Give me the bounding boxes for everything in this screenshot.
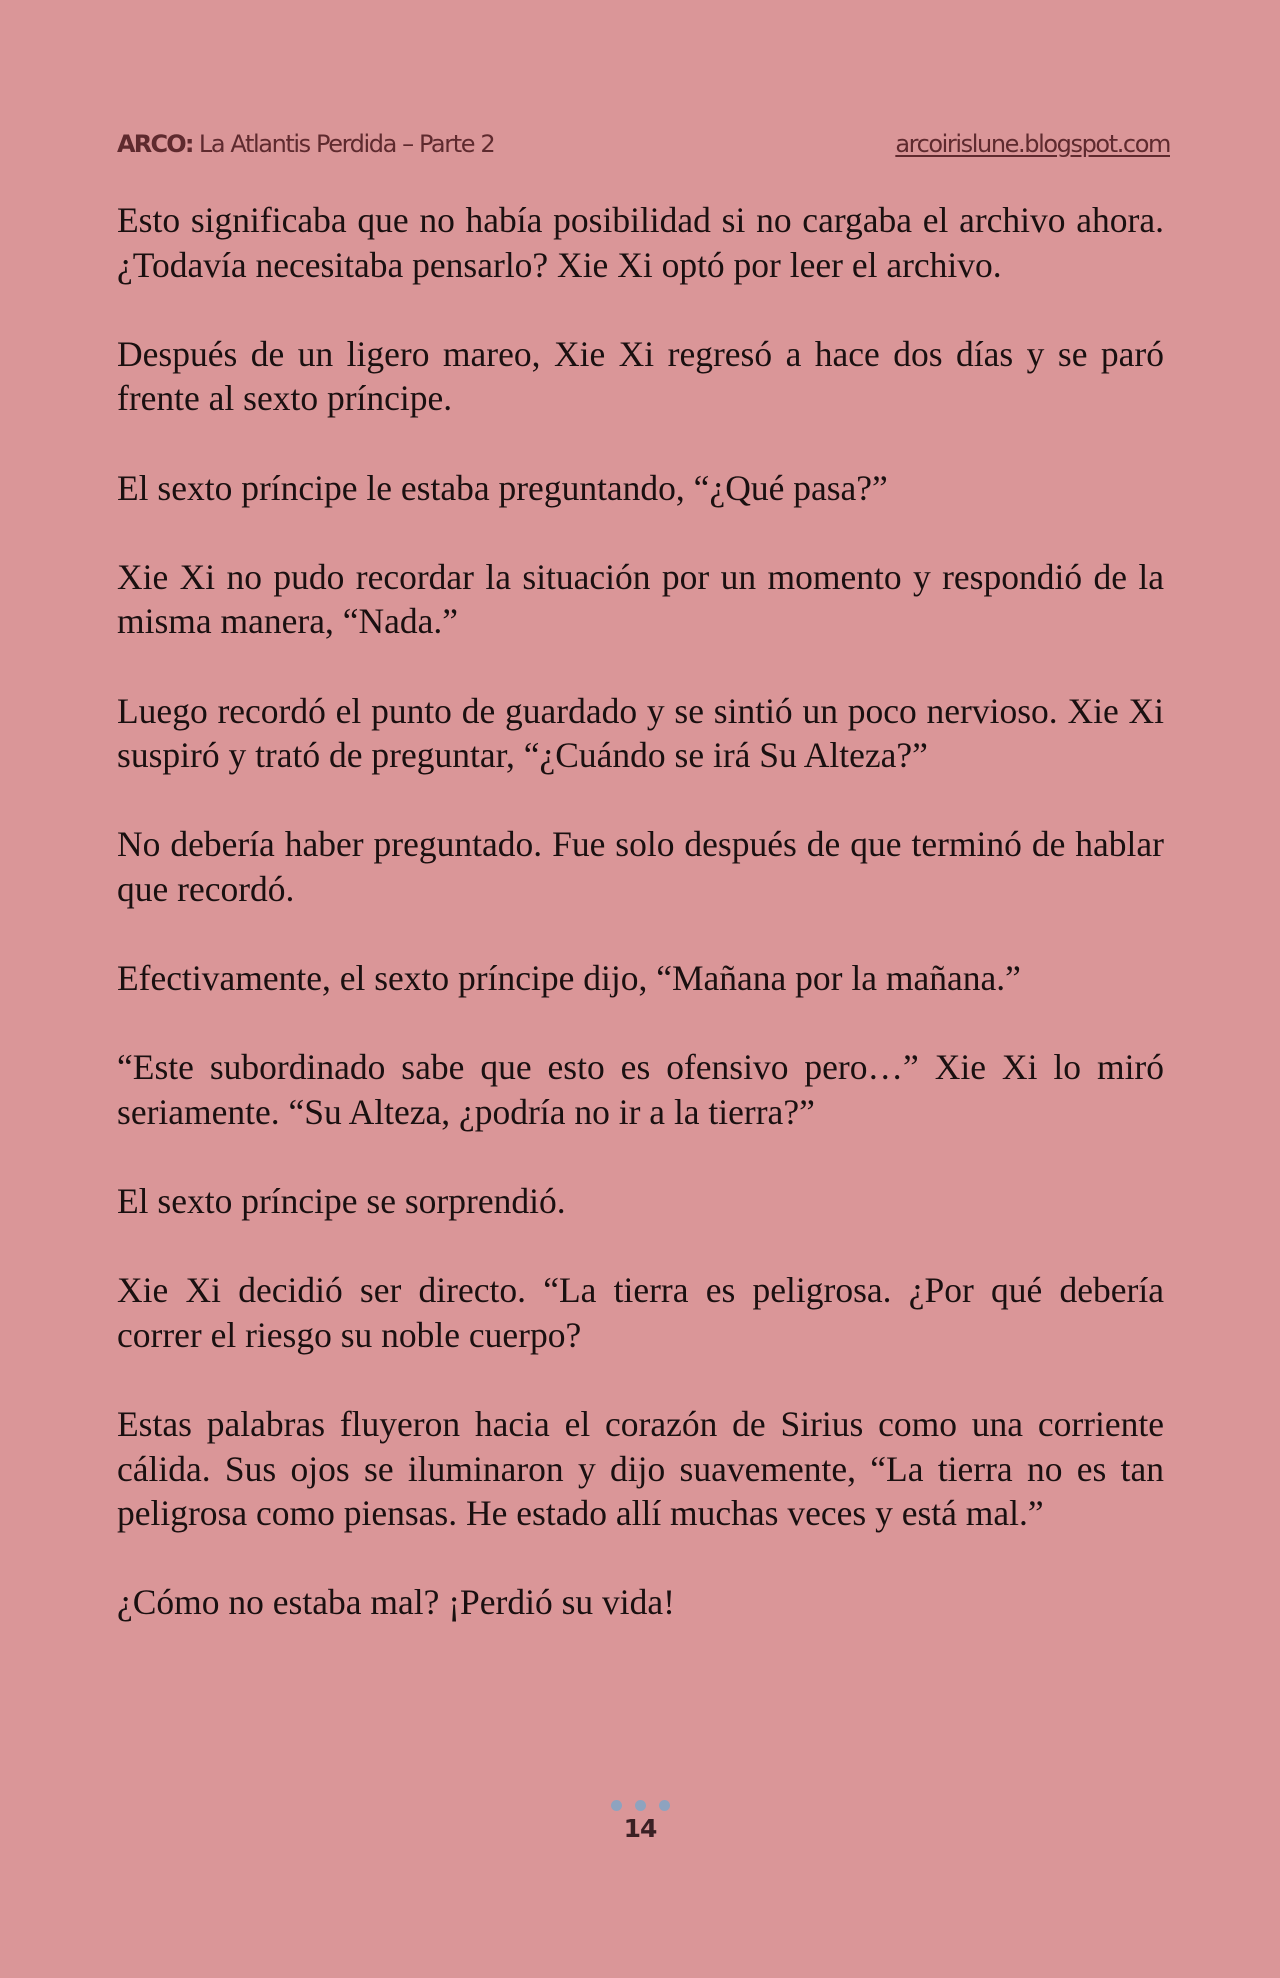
book-subtitle: La Atlantis Perdida – Parte 2 — [192, 130, 495, 158]
paragraph-5: Luego recordó el punto de guardado y se sintió un poco nervioso. Xie Xi suspiró y trató de preguntar, “¿Cuándo se irá Su Alteza?” — [117, 690, 1164, 776]
dots-ornament-icon — [611, 1800, 670, 1812]
dot-icon — [659, 1800, 670, 1811]
paragraph-8: “Este subordinado sabe que esto es ofensivo pero…” Xie Xi lo miró seriamente. “Su Alteza, ¿podría no ir a la tierra?” — [117, 1047, 1164, 1132]
paragraph-7: Efectivamente, el sexto príncipe dijo, “Mañana por la mañana.” — [117, 958, 1021, 999]
paragraph-10: Xie Xi decidió ser directo. “La tierra es peligrosa. ¿Por qué debería correr el riesgo su noble cuerpo? — [117, 1270, 1164, 1355]
page-header — [117, 118, 1170, 158]
paragraph-3: El sexto príncipe le estaba preguntando, “¿Qué pasa?” — [117, 467, 888, 508]
dot-icon — [635, 1800, 646, 1811]
paragraph-9: El sexto príncipe se sorprendió. — [117, 1181, 566, 1222]
book-title — [117, 130, 494, 158]
website-link[interactable]: arcoirislune.blogspot.com — [895, 130, 1170, 158]
dot-icon — [611, 1800, 622, 1811]
paragraph-6: No debería haber preguntado. Fue solo después de que terminó de hablar que recordó. — [117, 824, 1164, 909]
paragraph-2: Después de un ligero mareo, Xie Xi regresó a hace dos días y se paró frente al sexto príncipe. — [117, 333, 1164, 419]
paragraph-4: Xie Xi no pudo recordar la situación por un momento y respondió de la misma manera, “Nada.” — [117, 556, 1164, 642]
page-body — [117, 198, 1164, 1670]
book-brand: ARCO: — [117, 130, 193, 158]
page-footer — [0, 1800, 1280, 1843]
page-number: 14 — [623, 1814, 657, 1843]
paragraph-11: Estas palabras fluyeron hacia el corazón de Sirius como una corriente cálida. Sus ojos se iluminaron y dijo suavemente, “La tierra no es tan peligrosa como piensas. He estado allí muchas veces y está mal.” — [117, 1404, 1164, 1534]
paragraph-12: ¿Cómo no estaba mal? ¡Perdió su vida! — [117, 1582, 675, 1623]
paragraph-1: Esto significaba que no había posibilidad si no cargaba el archivo ahora. ¿Todavía necesitaba pensarlo? Xie Xi optó por leer el archivo. — [117, 200, 1164, 285]
